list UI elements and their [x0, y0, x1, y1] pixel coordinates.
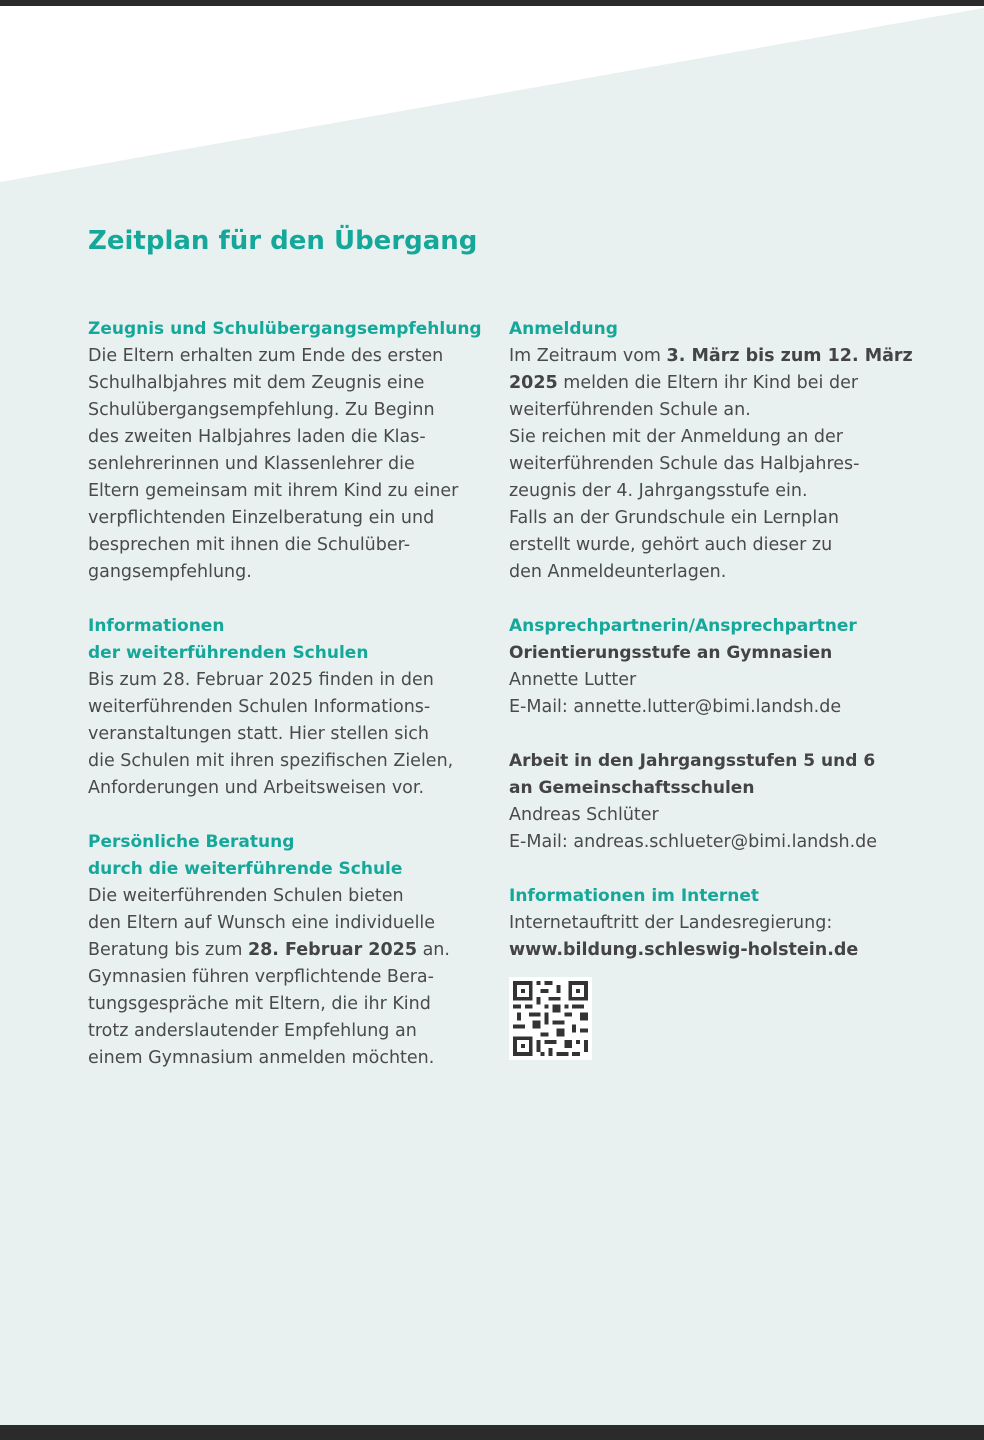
page-title: Zeitplan für den Übergang [88, 226, 478, 256]
text-fragment: Im Zeitraum vom [509, 346, 667, 366]
text-line: zeugnis der 4. Jahrgangsstufe ein. [509, 481, 808, 501]
section-body [509, 667, 929, 721]
section-heading: Ansprechpartnerin/Ansprechpartner [509, 616, 857, 636]
text-line: veranstaltungen statt. Hier stellen sich [88, 724, 429, 744]
section-heading: Anmeldung [509, 319, 618, 339]
section-body [88, 883, 488, 1072]
text-line: Eltern gemeinsam mit ihrem Kind zu einer [88, 481, 459, 501]
contact-email[interactable]: E-Mail: andreas.schlueter@bimi.landsh.de [509, 832, 878, 852]
section-zeugnis [88, 316, 488, 586]
text-line: Gymnasien führen verpflichtende Bera- [88, 967, 434, 987]
section-heading: der weiterführenden Schulen [88, 643, 369, 663]
section-internet [509, 883, 929, 1060]
text-line: den Anmeldeunterlagen. [509, 562, 727, 582]
text-line: Internetauftritt der Landesregierung: [509, 913, 833, 933]
section-beratung [88, 829, 488, 1072]
section-heading: durch die weiterführende Schule [88, 859, 403, 879]
text-line: weiterführenden Schule an. [509, 400, 751, 420]
section-heading: Informationen im Internet [509, 886, 760, 906]
text-line: weiterführenden Schulen Informations- [88, 697, 431, 717]
left-column [88, 316, 488, 1099]
section-heading: Persönliche Beratung [88, 832, 295, 852]
deadline-date: 28. Februar 2025 [247, 940, 418, 960]
text-line: des zweiten Halbjahres laden die Klas- [88, 427, 426, 447]
text-line [88, 937, 488, 964]
text-line [509, 370, 929, 397]
text-line: einem Gymnasium anmelden möchten. [88, 1048, 435, 1068]
contact-name: Andreas Schlüter [509, 805, 659, 825]
text-line: weiterführenden Schule das Halbjahres- [509, 454, 860, 474]
text-line: Anforderungen und Arbeitsweisen vor. [88, 778, 425, 798]
section-body [509, 802, 929, 856]
text-line: die Schulen mit ihren spezifischen Zielen, [88, 751, 454, 771]
section-ansprechpartner [509, 613, 929, 721]
contact-name: Annette Lutter [509, 670, 637, 690]
section-anmeldung [509, 316, 929, 586]
section-informationen [88, 613, 488, 802]
registration-period: 3. März bis zum 12. März [666, 346, 913, 366]
section-body [509, 343, 929, 586]
text-line: trotz anderslautender Empfehlung an [88, 1021, 417, 1041]
text-line: besprechen mit ihnen die Schulüber- [88, 535, 411, 555]
section-gemeinschaftsschulen [509, 748, 929, 856]
contact-role: an Gemeinschaftsschulen [509, 778, 755, 798]
white-diagonal-wedge [0, 6, 984, 186]
text-line: Schulübergangsempfehlung. Zu Beginn [88, 400, 435, 420]
section-body [88, 667, 488, 802]
text-line: senlehrerinnen und Klassenlehrer die [88, 454, 415, 474]
text-line: verpflichtenden Einzelberatung ein und [88, 508, 435, 528]
text-line: Bis zum 28. Februar 2025 finden in den [88, 670, 434, 690]
text-line: Sie reichen mit der Anmeldung an der [509, 427, 843, 447]
text-line: Die weiterführenden Schulen bieten [88, 886, 404, 906]
section-body [88, 343, 488, 586]
website-link[interactable]: www.bildung.schleswig-holstein.de [509, 940, 859, 960]
registration-year: 2025 [509, 373, 558, 393]
text-line: gangsempfehlung. [88, 562, 252, 582]
text-fragment: Beratung bis zum [88, 940, 248, 960]
text-fragment: melden die Eltern ihr Kind bei der [557, 373, 859, 393]
contact-role: Arbeit in den Jahrgangsstufen 5 und 6 [509, 751, 876, 771]
right-column [509, 316, 929, 1060]
text-line: Die Eltern erhalten zum Ende des ersten [88, 346, 444, 366]
section-heading: Zeugnis und Schulübergangsempfehlung [88, 319, 482, 339]
section-heading: Informationen [88, 616, 225, 636]
text-line: Falls an der Grundschule ein Lernplan [509, 508, 840, 528]
text-fragment: an. [417, 940, 450, 960]
text-line: erstellt wurde, gehört auch dieser zu [509, 535, 833, 555]
text-line: Schulhalbjahres mit dem Zeugnis eine [88, 373, 425, 393]
bottom-border [0, 1425, 984, 1440]
section-body [509, 910, 929, 964]
text-line [509, 343, 929, 370]
contact-email[interactable]: E-Mail: annette.lutter@bimi.landsh.de [509, 697, 842, 717]
contact-role: Orientierungsstufe an Gymnasien [509, 643, 833, 663]
text-line: tungsgespräche mit Eltern, die ihr Kind [88, 994, 431, 1014]
qr-code-icon[interactable] [509, 977, 592, 1060]
text-line: den Eltern auf Wunsch eine individuelle [88, 913, 436, 933]
